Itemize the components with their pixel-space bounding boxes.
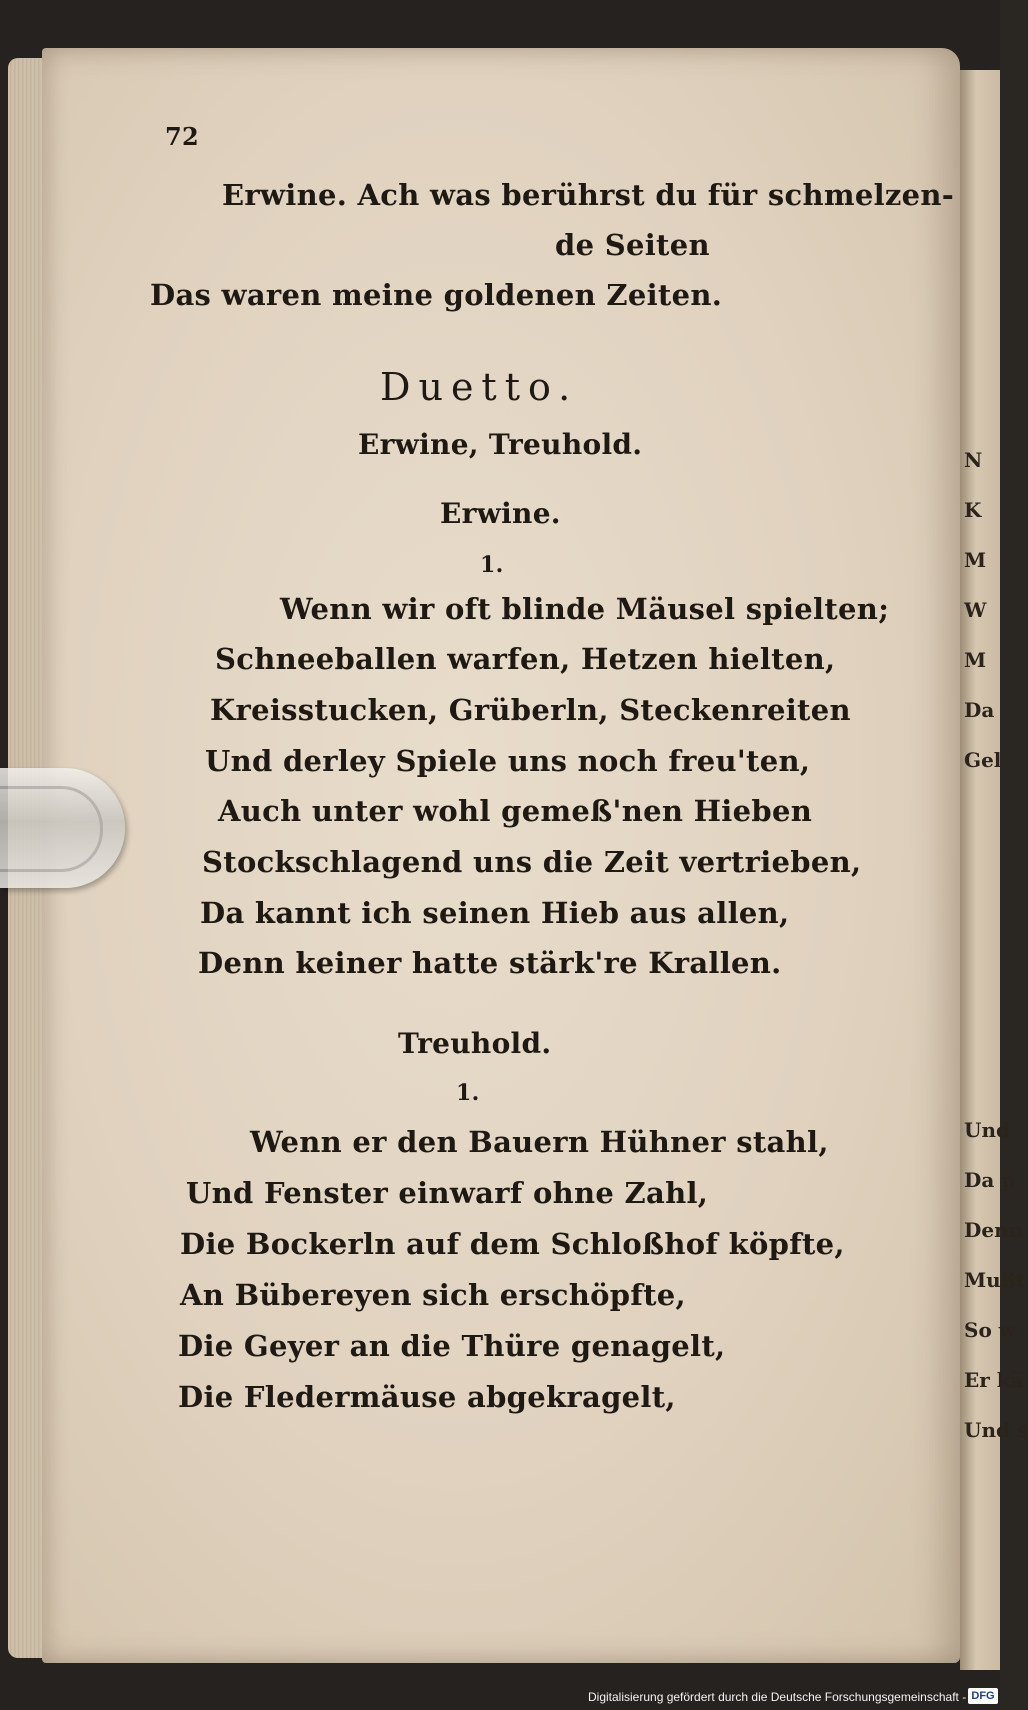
next-page-fragment: K [964, 498, 982, 522]
next-page-fragment: W [964, 598, 987, 622]
verse-number: 1. [480, 552, 504, 578]
verse-line: Stockschlagend uns die Zeit vertrieben, [202, 845, 862, 879]
speaker-name: Treuhold. [398, 1027, 552, 1060]
next-page-edge [960, 70, 1028, 1670]
next-page-fragment: M [964, 548, 987, 572]
verse-line: Die Bockerln auf dem Schloßhof köpfte, [180, 1227, 845, 1261]
verse-line: Wenn wir oft blinde Mäusel spielten; [280, 592, 890, 626]
verse-line: An Bübereyen sich erschöpfte, [180, 1278, 686, 1312]
verse-line: Die Fledermäuse abgekragelt, [178, 1380, 676, 1414]
verse-line: Die Geyer an die Thüre genagelt, [178, 1329, 726, 1363]
verse-line: Auch unter wohl gemeß'nen Hieben [218, 794, 813, 828]
text-line: de Seiten [555, 228, 710, 262]
digitization-credit: Digitalisierung gefördert durch die Deutsche Forschungsgemeinschaft - [588, 1690, 967, 1704]
next-page-fragment: M [964, 648, 987, 672]
next-page-fragment: Und s [964, 1418, 1028, 1442]
text-line: Das waren meine goldenen Zeiten. [150, 278, 723, 312]
verse-line: Wenn er den Bauern Hühner stahl, [250, 1125, 829, 1159]
next-page-fragment: Und [964, 1118, 1010, 1142]
next-page-fragment: Er kä [964, 1368, 1024, 1392]
verse-line: Und Fenster einwarf ohne Zahl, [186, 1176, 709, 1210]
verse-line: Da kannt ich seinen Hieb aus allen, [200, 896, 790, 930]
dfg-logo: DFG [968, 1688, 998, 1704]
verse-line: Kreisstucken, Grüberln, Steckenreiten [210, 693, 851, 727]
next-page-fragment: Mußt [964, 1268, 1026, 1292]
text-line: Erwine. Ach was berührst du für schmelzen- [222, 178, 955, 212]
verse-line: Schneeballen warfen, Hetzen hielten, [215, 642, 836, 676]
next-page-fragment: So w [964, 1318, 1016, 1342]
next-page-fragment: Denn [964, 1218, 1024, 1242]
next-page-fragment: Gel [964, 748, 1002, 772]
verse-line: Und derley Spiele uns noch freu'ten, [205, 744, 811, 778]
speaker-name: Erwine. [440, 497, 561, 530]
verse-line: Denn keiner hatte stärk're Krallen. [198, 946, 782, 980]
section-title: Duetto. [380, 365, 579, 409]
next-page-fragment: Da p [964, 1168, 1016, 1192]
book-clip [0, 768, 125, 888]
next-page-fragment: N [964, 448, 983, 472]
page-number: 72 [165, 122, 199, 151]
next-page-fragment: Da [964, 698, 995, 722]
verse-number: 1. [456, 1080, 480, 1106]
section-subtitle: Erwine, Treuhold. [358, 428, 643, 461]
